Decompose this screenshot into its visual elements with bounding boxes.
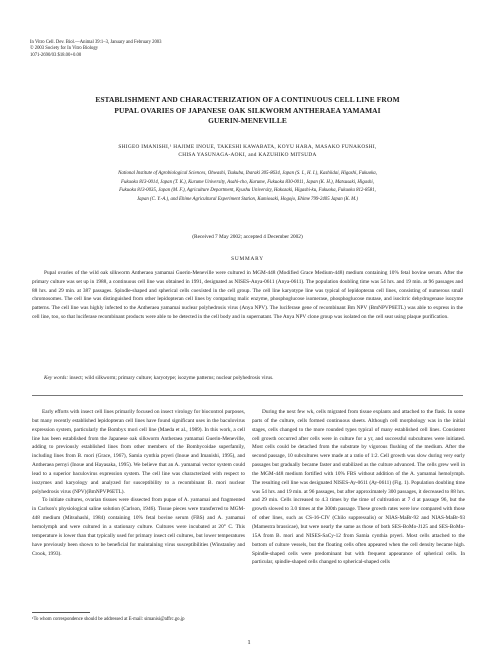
body-column-left — [32, 408, 245, 558]
keywords-label: Key words: — [44, 375, 69, 381]
body-paragraph: To initiate cultures, ovarian tissues were dissected from pupae of A. yamamai and fragmented in Carlson's physiological saline solution (Carlson, 1946). Tissue pieces were transferred to MGM-448 medium (Mitsuhashi, 1984) containing 10% fetal bovine serum (FBS) and A. yamamai hemolymph and were cultured in a stationary culture. Cultures were incubated at 20° C. This temperature is lower than that typically used for primary insect cell cultures, but lower temperatures have previously been shown to be beneficial for maintaining virus susceptibilities (Winstanley and Crook, 1993). — [32, 497, 245, 557]
received-dates: (Received 7 May 2002; accepted 4 December 2002) — [192, 234, 303, 240]
affiliation-line-3: Fukuoka 813-0035, Japan (M. F.), Agriculture Department, Kyushu University, Hakozaki, Higashi-ku, Fukuoka, Fukuoka 812-8581, — [119, 188, 376, 194]
affiliation-line-4: Japan (C. Y.-A.), and Ehime Agricultural Experiment Station, Kamiosaki, Hogojo, Ehime 799-2405 Japan (K. M.) — [136, 196, 359, 202]
section-divider — [32, 395, 463, 396]
copyright-notice: © 2003 Society for In Vitro Biology — [30, 46, 99, 52]
journal-citation: In Vitro Cell. Dev. Biol.—Animal 39:1–3, January and February 2003 — [30, 40, 162, 45]
body-paragraph: Early efforts with insect cell lines primarily focused on insect virology for biocontrol purposes, but many recently established lepidopteran cell lines have found significant uses in the baculovirus expression system, particularly the Bombyx mori cell line (Maeda et al., 1989). In this work, a cell line has been established from the Japanese oak silkworm Antheraea yamamai Guerin-Meneville, adding to previously established lines from other members of the Bombycoidae superfamily, including lines from B. mori (Grace, 1967), Samia cynthia pryeri (Inoue and Imanishi, 1995), and Antheraea pernyi (Inoue and Hayasaka, 1995). We believe that an A. yamamai vector system could lead to a superior baculovirus expression system. The cell line was characterized with respect to isozymes and karyology and analyzed for susceptibility to a recombinant B. mori nuclear polyhedrosis virus (NPV)(BmNPVP6ETL). — [32, 409, 245, 495]
body-paragraph: During the next few wk, cells migrated from tissue explants and attached to the flask. In some parts of the culture, cells formed continuous sheets. Although cell morphology was in the initial stages, cells changed to the more rounded types typical of many established cell lines. Consistent cell growth occurred after cells were in culture for a yr, and successful subcultures were initiated. Most cells could be detached from the substrate by vigorous flushing of the medium. After the second passage, 10 subcultures were made at a ratio of 1:2. Cell growth was slow during very early passages but gradually became faster and stabilized as the culture advanced. The cells grew well in the MGM-448 medium fortified with 10% FBS without addition of the A. yamamai hemolymph. The resulting cell line was designated NISES-Ay-0611 (Ay-0611) (Fig. 1). Population doubling time was 54 hrs. and 19 min. at 96 passages, but after approximately 300 passages, it decreased to 88 hrs. and 29 min. Cells increased to 4.3 times by the time of cultivation at 7 d at passage 96, but the growth slowed to 3.0 times at the 300th passage. These growth rates were low compared with those of other lines, such as CS-16-CIV (Chilo suppressalis) or NIAS-MaBr-92 and NIAS-MaBr-93 (Mamestra brassicae), but were nearly the same as those of both SES-BoMo-J125 and SES-BoMo-15A from B. mori and NISES-SaCy-12 from Samia cynthia pryeri. Most cells attached to the bottom of culture vessels, but the floating cells often appeared when the cell density became high. Spindle-shaped cells were predominant but with frequent appearance of spherical cells. In particular, spindle-shaped cells changed to spherical-shaped cells — [252, 409, 465, 566]
body-column-right — [252, 408, 465, 567]
affiliations — [32, 170, 463, 204]
journal-header — [30, 40, 161, 59]
keywords-text: insect; wild silkworm; primary culture; karyotype; isozyme patterns; nuclear polyhedrosis virus. — [69, 375, 274, 381]
summary-heading: SUMMARY — [231, 256, 264, 262]
title-line-2: PUPAL OVARIES OF JAPANESE OAK SILKWORM ANTHERAEA YAMAMAI — [114, 105, 381, 115]
author-list — [20, 143, 475, 160]
title-line-3: GUERIN-MENEVILLE — [208, 116, 287, 126]
affiliation-line-1: National Institute of Agrobiological Sciences, Ohwashi, Tsukuba, Ibaraki 305-8634, Japan (S. I., H. I.), Kashiidai, Higashi, Fukuoka, — [118, 171, 377, 176]
affiliation-line-2: Fukuoka 813-0014, Japan (T. K.), Kurume University, Asahi-cho, Kurume, Fukuoka 830-0011, Japan (K. H.), Matsusaki, Higashi, — [121, 179, 374, 185]
issn-price: 1071-2690/03 $18.00+0.00 — [30, 52, 82, 58]
title-line-1: ESTABLISHMENT AND CHARACTERIZATION OF A CONTINUOUS CELL LINE FROM — [95, 95, 400, 104]
footnote-divider — [32, 612, 90, 613]
page-number: 1 — [247, 639, 251, 646]
authors-line-2: CHISA YASUNAGA-AOKI, and KAZUHIKO MITSUDA — [178, 152, 317, 159]
article-title — [20, 95, 475, 127]
keywords — [32, 374, 463, 383]
abstract-text: Pupal ovaries of the wild oak silkworm Antheraea yamamai Guerin-Meneville were cultured in MGM-448 (Modified Grace Medium-448) medium containing 10% fetal bovine serum. After the primary culture was set up in 1988, a continuous cell line was obtained in 1991, designated as NISES-Anya-0611 (Anya-0611). The population doubling time was 54 hrs. and 19 min. at 96 passages and 88 hrs. and 29 min. at 387 passages. Spindle-shaped and spherical cells coexisted in the cell group. The cell line karyotype line was typical of lepidopteran cell lines, consisting of numerous small chromosomes. The cell line was distinguished from other lepidopteran cell lines by comparing malic enzyme, phosphoglucose isomerase, phosphoglucose mutase, and isocitric dehydrogenase isozyme patterns. The cell line was highly infected to the Antheraea yamamai nuclear polyhedrosis virus (Anya NPV). The luciferase gene of recombinant Bm NPV (BmNPVP6ETL) was able to express in the cell line, too, so that luciferase recombinant products were able to be detected in the cell body and in supernatant. The Anya NPV clone group was isolated on the cell seat using plaque purification. — [32, 270, 463, 320]
correspondence-footnote: ¹To whom correspondence should be addressed at E-mail: simanisi@affrc.go.jp — [32, 617, 185, 622]
authors-line-1: SHIGEO IMANISHI,¹ HAJIME INOUE, TAKESHI KAWABATA, KOYU HARA, MASAKO FUNAKOSHI, — [118, 144, 377, 150]
